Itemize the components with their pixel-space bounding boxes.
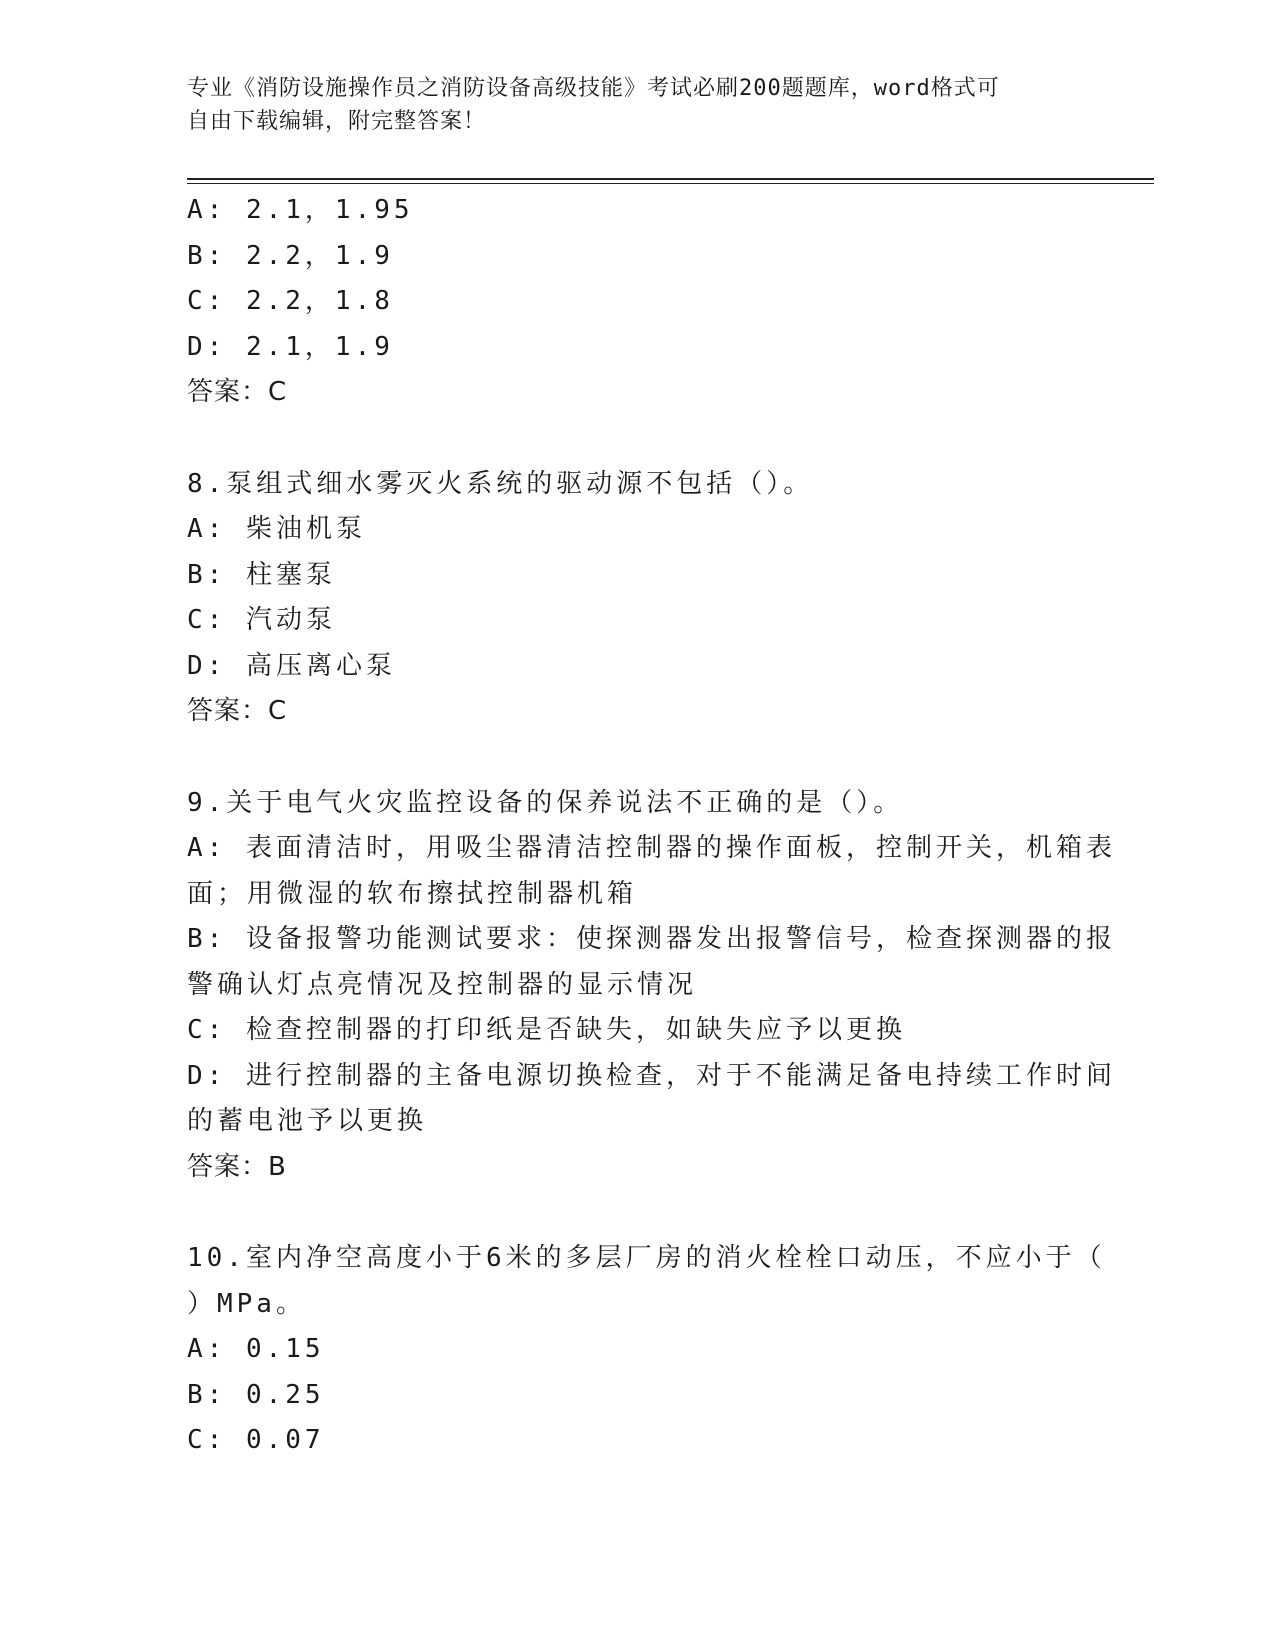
q9-option-b-line-2: 警确认灯点亮情况及控制器的显示情况 [187,969,698,1000]
q8-option-b: B: 柱塞泵 [187,559,336,590]
q9-option-d-line-2: 的蓄电池予以更换 [187,1106,428,1136]
q10-question-line-1: 10.室内净空高度小于6米的多层厂房的消火栓栓口动压，不应小于（ [187,1243,1106,1273]
q10-option-b: B: 0.25 [187,1379,325,1410]
q9-option-d-line-1: D: 进行控制器的主备电源切换检查，对于不能满足备电持续工作时间 [187,1060,1116,1091]
header-line-1: 专业《消防设施操作员之消防设备高级技能》考试必刷200题题库，word格式可 [187,76,1000,101]
q8-option-a: A: 柴油机泵 [187,514,366,544]
q7-option-a: A: 2.1，1.95 [187,195,414,225]
q10-option-a: A: 0.15 [187,1334,325,1364]
header-line-2: 自由下载编辑，附完整答案！ [187,109,487,134]
question-content [187,188,1116,1464]
q10-option-c: C: 0.07 [187,1425,325,1455]
q8-question: 8.泵组式细水雾灭火系统的驱动源不包括（）。 [187,468,814,499]
q7-option-d: D: 2.1，1.9 [187,331,394,362]
question-10-block [187,1236,1106,1464]
spacer [187,735,1077,781]
q8-option-d: D: 高压离心泵 [187,650,396,681]
q7-option-b: B: 2.2，1.9 [187,240,394,271]
spacer [187,416,1077,462]
question-8-block [187,462,1077,735]
q7-option-c: C: 2.2，1.8 [187,286,394,316]
q9-option-b-line-1: B: 设备报警功能测试要求：使探测器发出报警信号，检查探测器的报 [187,924,1116,954]
header-divider-thin [187,183,1154,184]
document-header [187,72,1087,138]
q8-option-c: C: 汽动泵 [187,605,336,635]
header-divider-thick [187,178,1154,180]
question-7-block [187,188,1077,416]
q9-option-a-line-1: A: 表面清洁时，用吸尘器清洁控制器的操作面板，控制开关，机箱表 [187,833,1116,863]
q9-question: 9.关于电气火灾监控设备的保养说法不正确的是（）。 [187,787,904,818]
spacer [187,1190,1077,1236]
q8-answer: 答案：C [187,696,288,726]
q9-option-a-line-2: 面；用微湿的软布擦拭控制器机箱 [187,878,638,909]
q10-question-line-2: ）MPa。 [187,1288,306,1319]
q9-answer: 答案：B [187,1151,287,1182]
q7-answer: 答案：C [187,377,288,407]
q9-option-c: C: 检查控制器的打印纸是否缺失，如缺失应予以更换 [187,1015,906,1045]
question-9-block [187,781,1116,1191]
